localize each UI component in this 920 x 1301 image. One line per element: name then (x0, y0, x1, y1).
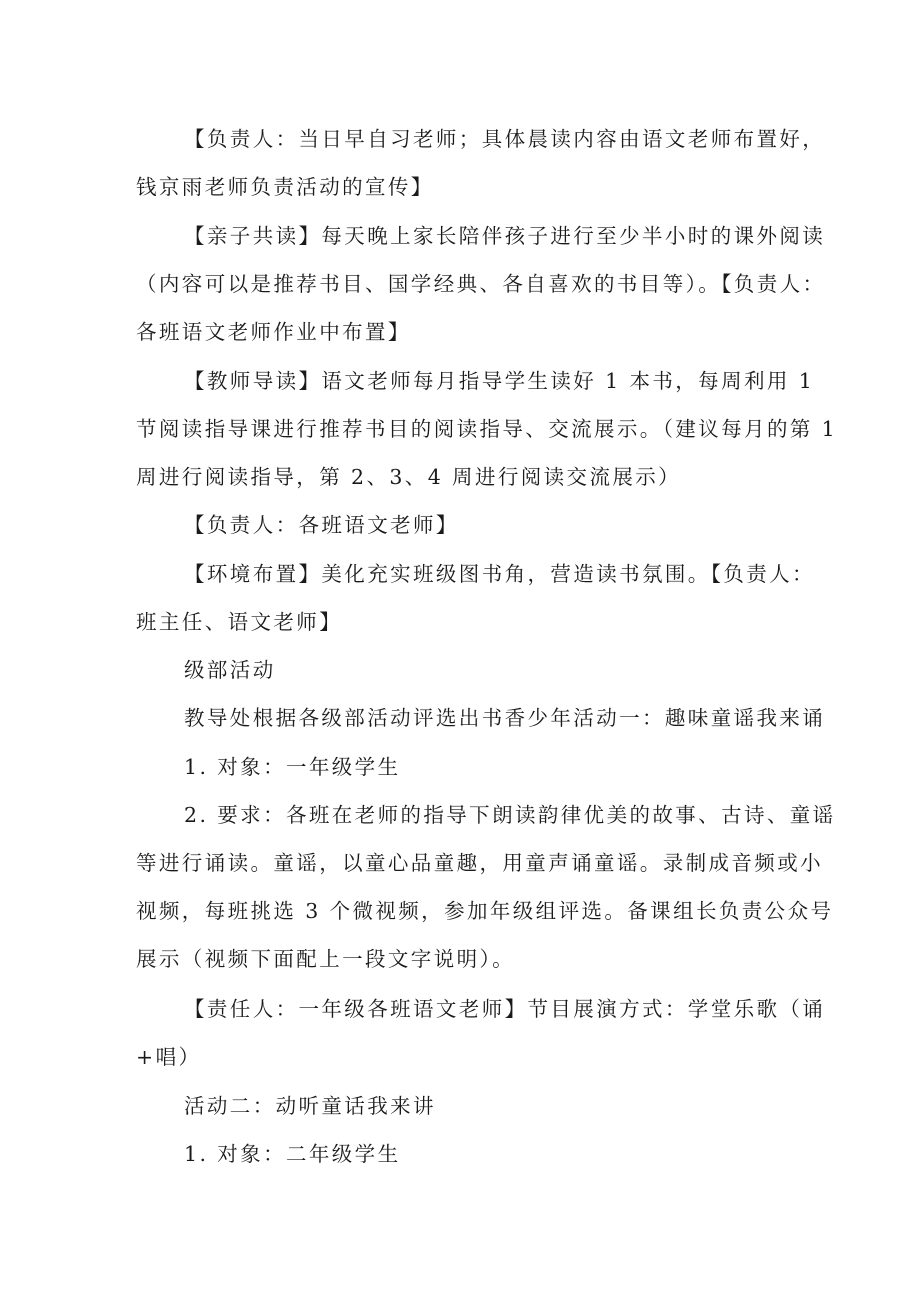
text-line: 【环境布置】美化充实班级图书角，营造读书氛围。【负责人： (184, 562, 815, 586)
paragraph-environment-setup (0, 550, 920, 646)
paragraph-duty-chinese-teachers (0, 501, 920, 549)
paragraph-parent-child-reading (0, 212, 920, 356)
paragraph-selection-activity-one (0, 694, 920, 742)
paragraph-duty-morning-reading (0, 115, 920, 211)
text-line: （内容可以是推荐书目、国学经典、各自喜欢的书目等）。【负责人： (136, 272, 826, 296)
text-line: 【负责人：各班语文老师】 (184, 513, 459, 537)
section-heading-grade-activities (0, 646, 920, 694)
paragraph-target-grade-one (0, 743, 920, 791)
text-line: 【负责人：当日早自习老师；具体晨读内容由语文老师布置好， (184, 127, 826, 151)
text-line: 活动二：动听童话我来讲 (184, 1094, 436, 1118)
paragraph-responsible-grade-one (0, 985, 920, 1081)
text-line: 2. 要求：各班在老师的指导下朗读韵律优美的故事、古诗、童谣 (184, 803, 836, 827)
heading-activity-two (0, 1082, 920, 1130)
text-line: 钱京雨老师负责活动的宣传】 (136, 175, 434, 199)
text-line: 等进行诵读。童谣，以童心品童趣，用童声诵童谣。录制成音频或小 (136, 851, 823, 875)
paragraph-requirements (0, 791, 920, 983)
text-line: 【亲子共读】每天晚上家长陪伴孩子进行至少半小时的课外阅读 (184, 224, 826, 248)
text-line: 展示（视频下面配上一段文字说明）。 (136, 947, 516, 971)
text-line: 教导处根据各级部活动评选出书香少年活动一：趣味童谣我来诵 (184, 706, 826, 730)
text-line: 节阅读指导课进行推荐书目的阅读指导、交流展示。（建议每月的第 1 (136, 417, 838, 441)
text-line: 【责任人：一年级各班语文老师】节目展演方式：学堂乐歌（诵 (184, 997, 826, 1021)
text-line: 周进行阅读指导，第 2、3、4 周进行阅读交流展示） (136, 465, 682, 489)
text-line: +唱） (136, 1045, 202, 1069)
paragraph-target-grade-two (0, 1130, 920, 1178)
text-line: 级部活动 (184, 658, 276, 682)
text-line: 班主任、语文老师】 (136, 610, 343, 634)
paragraph-teacher-guided-reading (0, 357, 920, 501)
text-line: 视频，每班挑选 3 个微视频，参加年级组评选。备课组长负责公众号 (136, 899, 834, 923)
text-line: 1. 对象：二年级学生 (184, 1142, 401, 1166)
text-line: 【教师导读】语文老师每月指导学生读好 1 本书，每周利用 1 (184, 369, 815, 393)
text-line: 各班语文老师作业中布置】 (136, 320, 411, 344)
text-line: 1. 对象：一年级学生 (184, 755, 401, 779)
